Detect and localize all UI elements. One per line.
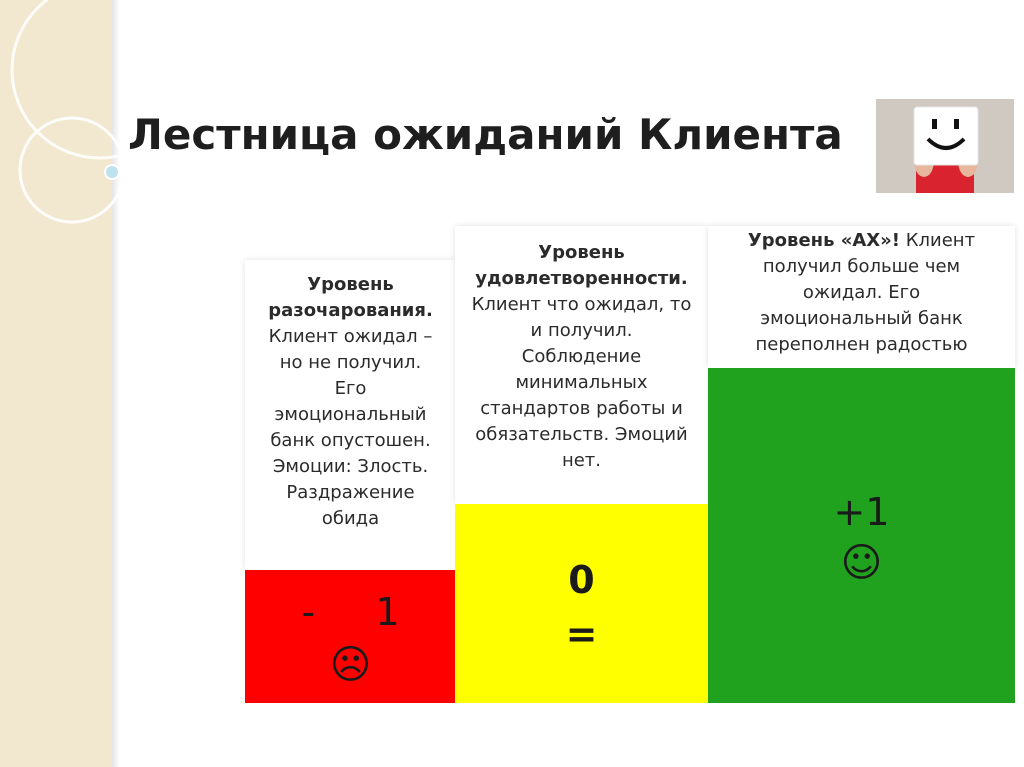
text-line: Клиент ожидал – (268, 326, 433, 347)
text-line: Эмоции: Злость. (272, 456, 429, 477)
level-heading: Уровень разочарования. (268, 274, 433, 321)
text-line: обида (321, 508, 380, 529)
equals-icon: = (565, 612, 598, 656)
step-block-green (708, 368, 1015, 703)
text-line: ожидал. Его (802, 282, 921, 303)
level-heading: Уровень «АХ»! (747, 230, 901, 251)
level-value: - 1 (301, 590, 400, 634)
text-line: обязательств. Эмоций (475, 424, 688, 445)
text-line: банк опустошен. (270, 430, 431, 451)
slide-title: Лестница ожиданий Клиента (128, 110, 843, 159)
level-value: 0 (568, 558, 595, 602)
text-line: Клиент что ожидал, то (471, 294, 692, 315)
text-line: стандартов работы и (480, 398, 683, 419)
text-line: получил больше чем (762, 256, 961, 277)
level-heading-line: удовлетворенности. (475, 268, 688, 289)
sad-face-icon: ☹ (329, 642, 372, 688)
text-line: эмоциональный (274, 404, 427, 425)
text-line: нет. (561, 450, 602, 471)
text-line: но не получил. (279, 352, 422, 373)
level-disappointment-text (245, 272, 456, 532)
smiley-face-icon: ☺ (840, 540, 883, 586)
level-satisfaction-text (455, 240, 708, 474)
level-heading-line: Уровень (538, 242, 625, 263)
text-line: Клиент (905, 230, 976, 251)
text-line: Раздражение (286, 482, 415, 503)
step-block-red (245, 570, 456, 703)
step-block-yellow (455, 504, 708, 703)
text-line: эмоциональный банк (760, 308, 963, 329)
text-line: Его (334, 378, 367, 399)
text-line: Соблюдение (521, 346, 642, 367)
text-line: минимальных (515, 372, 648, 393)
text-line: и получил. (530, 320, 633, 341)
smiley-sign-photo-icon (876, 99, 1014, 193)
text-line: переполнен радостью (755, 334, 968, 355)
level-wow-text (708, 228, 1015, 358)
level-value: +1 (833, 490, 890, 534)
